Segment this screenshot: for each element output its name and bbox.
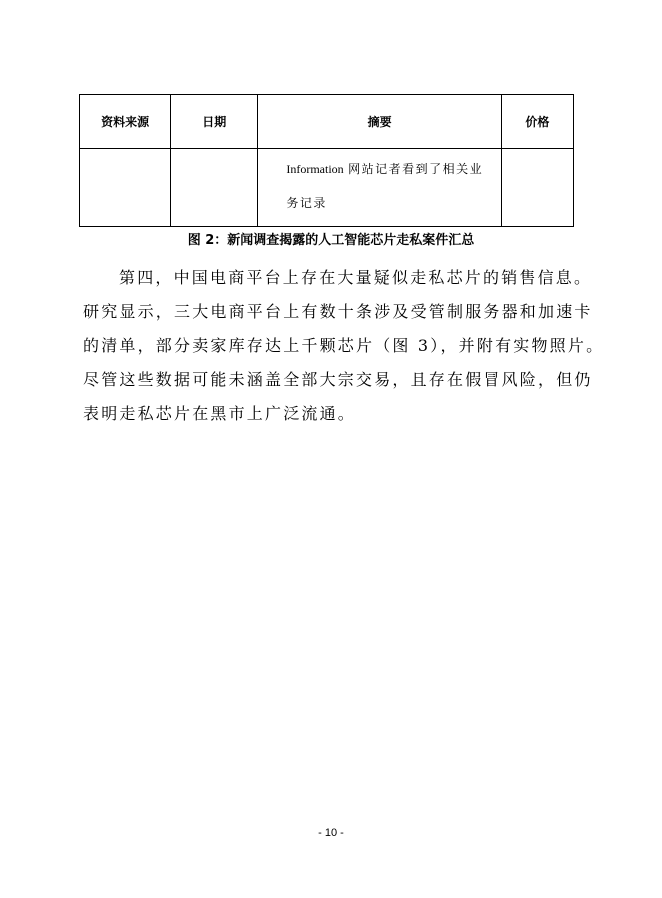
header-summary: 摘要 [258, 95, 501, 149]
table-header-row [80, 95, 574, 149]
summary-text [258, 149, 500, 220]
header-date: 日期 [171, 95, 258, 149]
summary-line-1 [286, 152, 496, 186]
summary-source-name: Information [286, 162, 344, 176]
page-number: - 10 - [318, 827, 344, 839]
cell-summary [258, 149, 501, 227]
paragraph-line-2: 研究显示，三大电商平台上有数十条涉及受管制服务器和加速卡 [83, 302, 593, 321]
summary-line-2: 务记录 [286, 196, 327, 210]
cell-price [501, 149, 573, 227]
cell-date [171, 149, 258, 227]
summary-line-1-text: 网站记者看到了相关业 [343, 162, 484, 176]
header-source: 资料来源 [80, 95, 171, 149]
figure-caption: 图 2：新闻调查揭露的人工智能芯片走私案件汇总 [187, 233, 475, 248]
case-summary-table [79, 94, 574, 227]
paragraph-line-4: 尽管这些数据可能未涵盖全部大宗交易，且存在假冒风险，但仍 [83, 370, 593, 389]
cell-source [80, 149, 171, 227]
table-row [80, 149, 574, 227]
paragraph-line-3: 的清单，部分卖家库存达上千颗芯片（图 3），并附有实物照片。 [83, 336, 605, 355]
header-price: 价格 [501, 95, 573, 149]
body-paragraph [83, 261, 605, 431]
paragraph-line-5: 表明走私芯片在黑市上广泛流通。 [83, 404, 357, 423]
paragraph-line-1: 第四，中国电商平台上存在大量疑似走私芯片的销售信息。 [119, 268, 593, 287]
